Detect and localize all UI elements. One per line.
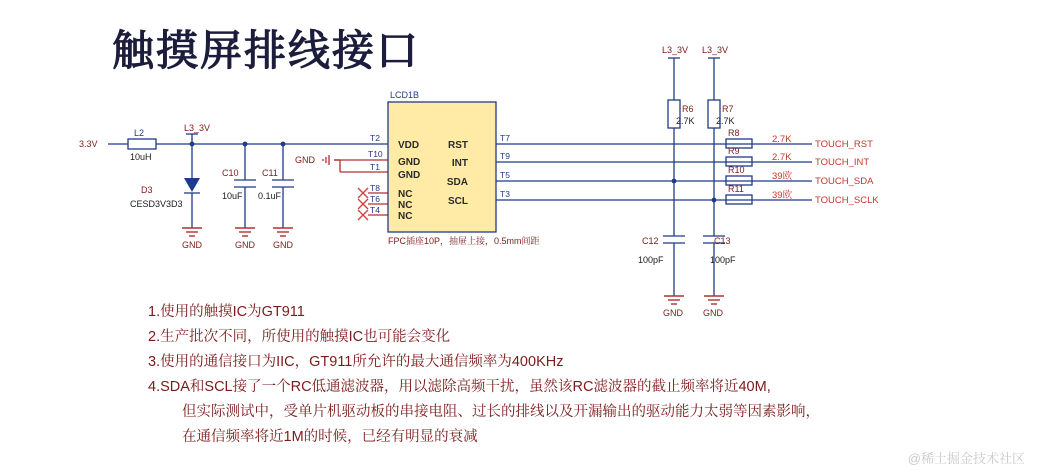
label-c12-ref: C12 [642, 236, 659, 246]
label-connector-gnd: GND [295, 155, 315, 165]
label-c13-value: 100pF [710, 255, 736, 265]
pin-name-rst: RST [448, 140, 468, 151]
label-c10-ref: C10 [222, 168, 239, 178]
pin-name-vdd: VDD [398, 140, 420, 151]
pin-num-t10: T10 [368, 149, 383, 159]
label-rail-top-right: L3_3V [702, 45, 729, 55]
label-r11-ref: R11 [728, 184, 744, 194]
pin-name-int: INT [451, 158, 468, 169]
label-r6-ref: R6 [682, 104, 694, 114]
label-r6-value: 2.7K [676, 116, 695, 126]
label-r9-ref: R9 [728, 146, 740, 156]
label-r10-ref: R10 [728, 165, 745, 175]
pin-name-nc-1: NC [398, 189, 413, 200]
pin-num-t5: T5 [500, 170, 510, 180]
pin-num-t6: T6 [370, 194, 380, 204]
net-label-touch-sda: TOUCH_SDA [815, 176, 874, 187]
label-r8-value: 2.7K [772, 134, 792, 145]
watermark: @稀土掘金技术社区 [907, 451, 1025, 466]
label-input-voltage: 3.3V [79, 139, 98, 149]
label-r7-ref: R7 [722, 104, 734, 114]
label-rail-top-left: L3_3V [662, 45, 689, 55]
pin-num-t7: T7 [500, 133, 510, 143]
pin-name-gnd-1: GND [398, 157, 421, 168]
net-label-touch-int: TOUCH_INT [815, 157, 870, 168]
note-2: 2.生产批次不同，所使用的触摸IC也可能会变化 [148, 329, 451, 345]
note-3: 3.使用的通信接口为IIC，GT911所允许的最大通信频率为400KHz [148, 354, 564, 370]
label-r9-value: 2.7K [772, 152, 792, 163]
label-c11-ref: C11 [262, 168, 278, 178]
pin-name-nc-2: NC [398, 200, 413, 211]
net-label-touch-rst: TOUCH_RST [815, 139, 873, 150]
gnd-label-3: GND [273, 240, 293, 250]
label-c11-value: 0.1uF [258, 191, 282, 201]
gnd-label-5: GND [703, 308, 723, 318]
note-4: 4.SDA和SCL接了一个RC低通滤波器，用以滤除高频干扰，虽然该RC滤波器的截止频率将近40M, [148, 379, 771, 395]
pin-num-t8: T8 [370, 183, 380, 193]
note-4-line-2: 但实际测试中，受单片机驱动板的串接电阻、过长的排线以及开漏输出的驱动能力太弱等因素影响， [182, 404, 820, 420]
net-label-touch-sclk: TOUCH_SCLK [815, 195, 879, 206]
pin-num-t1: T1 [370, 162, 380, 172]
label-connector-ref: LCD1B [390, 90, 420, 100]
label-connector-note: FPC插座10P，抽屉上接，0.5mm间距 [388, 236, 540, 246]
pin-name-gnd-2: GND [398, 170, 421, 181]
label-inductor-ref: L2 [134, 128, 145, 138]
label-inductor-value: 10uH [130, 152, 152, 162]
gnd-label-4: GND [663, 308, 683, 318]
label-r7-value: 2.7K [716, 116, 735, 126]
pin-num-t2: T2 [370, 133, 380, 143]
label-r10-value: 39欧 [772, 171, 793, 182]
label-c10-value: 10uF [222, 191, 243, 201]
page-title: 触摸屏排线接口 [112, 27, 421, 74]
pin-num-t4: T4 [370, 205, 380, 215]
note-1: 1.使用的触摸IC为GT911 [148, 304, 305, 320]
notes-block [148, 300, 820, 450]
pin-num-t9: T9 [500, 151, 510, 161]
label-r8-ref: R8 [728, 128, 740, 138]
label-diode-ref: D3 [141, 185, 153, 195]
pin-name-nc-3: NC [398, 211, 413, 222]
label-c13-ref: C13 [714, 236, 731, 246]
pin-name-sda: SDA [446, 177, 468, 188]
gnd-label-1: GND [182, 240, 202, 250]
label-r11-value: 39欧 [772, 190, 793, 201]
label-rail-l33v: L3_3V [184, 123, 211, 133]
pin-num-t3: T3 [500, 189, 510, 199]
pin-name-scl: SCL [448, 196, 468, 207]
gnd-label-2: GND [235, 240, 255, 250]
label-diode-value: CESD3V3D3 [130, 199, 183, 209]
label-c12-value: 100pF [638, 255, 664, 265]
note-4-line-3: 在通信频率将近1M的时候，已经有明显的衰减 [182, 429, 478, 445]
